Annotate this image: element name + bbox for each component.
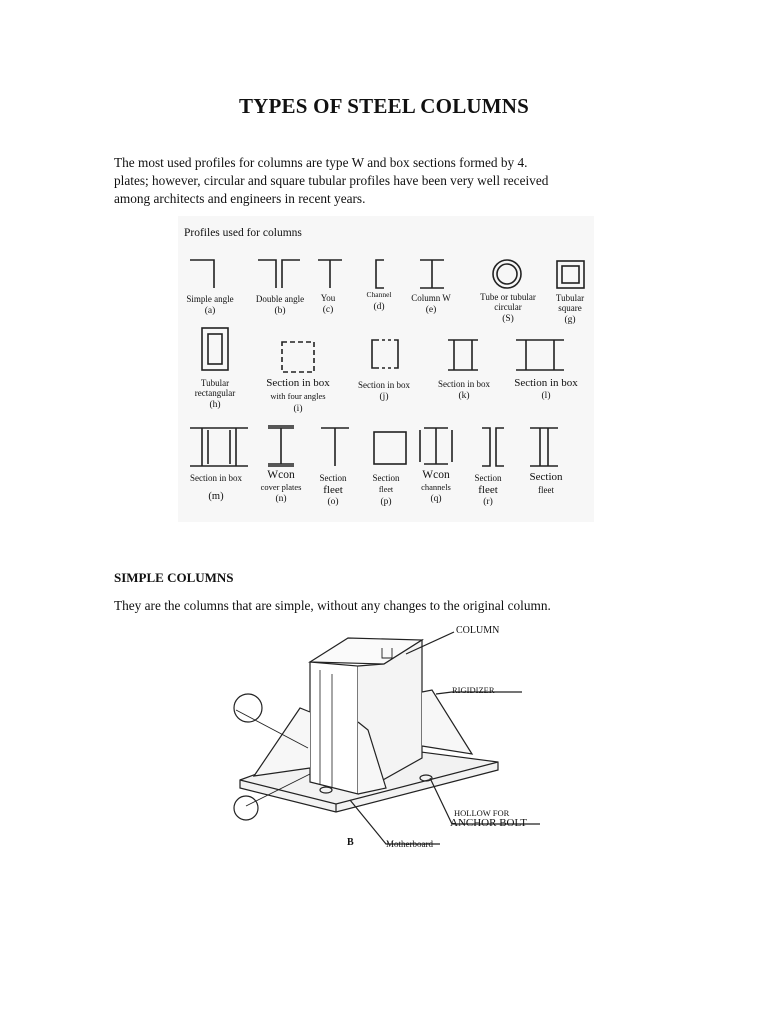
simple-angle-shape [190,260,214,288]
rigidizer-left [254,708,310,776]
profile-label-o: Section fleet (o) [319,473,347,507]
column-base-figure [226,618,556,854]
profile-label-n: Wcon cover plates (n) [260,469,302,504]
fleet-r-shape [482,428,504,466]
profile-label-f: Tube or tubular circular (S) [480,292,536,324]
weld-detail-circle-bottom [234,796,258,820]
profile-label-j: Section in box (j) [358,380,410,402]
hollow-callout: HOLLOW FOR [454,808,510,818]
profile-label-l: Section in box (l) [514,377,578,401]
profile-label-m: Section in box (m) [190,473,242,502]
fleet-s-shape [530,428,558,466]
profile-label-r: Section fleet (r) [474,473,502,507]
profile-label-c: You (c) [320,293,336,315]
profile-label-s: Section fleet [529,471,563,495]
box-four-angles-shape [282,342,314,372]
profile-label-a: Simple angle (a) [186,294,234,316]
profile-label-h: Tubular rectangular (h) [194,378,236,410]
fleet-o-shape [321,428,349,466]
point-b-label: B [347,837,354,848]
section-paragraph: They are the columns that are simple, without any changes to the original column. [114,598,551,613]
weld-detail-circle-top [234,694,262,722]
profiles-figure [178,216,594,522]
column-front-face [310,662,358,794]
profile-label-b: Double angle (b) [255,294,305,316]
profile-label-k: Section in box (k) [438,379,490,401]
square-tube-outer [557,261,584,288]
rigidizer-right [422,690,472,754]
motherboard-callout: Motherboard [386,839,433,849]
w-column-shape [420,260,444,288]
section-heading: SIMPLE COLUMNS [114,570,234,585]
fleet-p-shape [374,432,406,464]
profiles-caption: Profiles used for columns [184,227,302,239]
intro-paragraph: The most used profiles for columns are type W and box sections formed by 4. plates; however, circular and square tubular profiles have been very well received among architects and engineers in recent years. [114,155,549,206]
double-angle-shape [258,260,300,288]
rect-tube-inner [208,334,222,364]
channel-shape [376,260,384,288]
square-tube-inner [562,266,579,283]
profile-label-g: Tubular square (g) [555,293,585,325]
box-section-m-shape [190,428,248,466]
box-section-k-shape [448,340,478,370]
circular-tube-inner [497,264,517,284]
profile-label-e: Column W (e) [411,293,451,315]
profile-label-p: Section fleet (p) [372,473,400,507]
anchor-bolt-callout: ANCHOR BOLT [450,817,527,829]
w-channels-shape [420,428,452,464]
document-title: TYPES OF STEEL COLUMNS [238,94,530,118]
tee-shape [318,260,342,288]
profile-label-d: Channel (d) [366,290,392,312]
profile-label-q: Wcon channels (q) [421,469,451,504]
column-callout: COLUMN [456,625,500,636]
motherboard-leader [350,800,440,844]
box-section-l-shape [516,340,564,370]
profile-label-i: Section in box with four angles (i) [266,377,330,414]
rigidizer-callout: RIGIDIZER [452,685,495,695]
box-section-j-shape [372,340,398,368]
w-cover-plates-shape [268,426,294,466]
